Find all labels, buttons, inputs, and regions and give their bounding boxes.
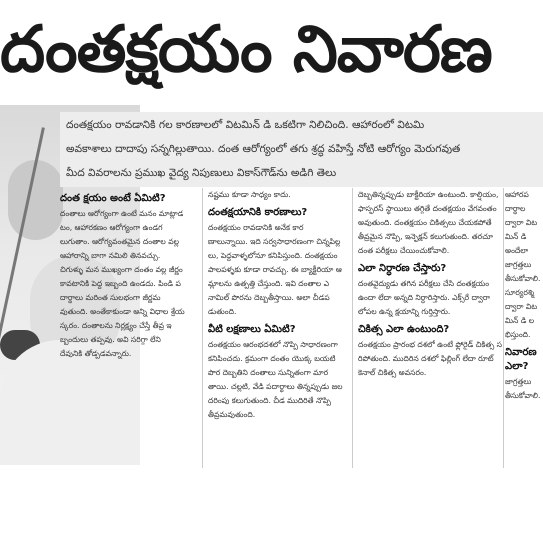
col2-body-2: దంతక్షయం ఆరంభదశలో నొప్పి సాధారణంగా కనిపించదు. క్రమంగా దంతం యొక్క బయటి పొర దెబ్బతిని దంతాలు సున్నితంగా మారతాయి. చల్లటి, వేడి పదార్థాలు తిన్నప్పుడు జలదరింపు కలుగుతుంది. చీడ ముదిరితే నొప్పి తీవ్రమవుతుంది. — [208, 340, 343, 419]
intro-line-2: అవకాశాలు దాదాపు సన్నగిల్లుతాయి. దంత ఆరోగ్యంలో తగు శ్రద్ధ వహిస్తే నోటి ఆరోగ్యం మెరుగవుత — [66, 143, 461, 155]
column-3 — [358, 188, 503, 468]
col1-body: దంతాలు ఆరోగ్యంగా ఉంటే మనం మాట్లాడటం, ఆహారకణం ఆరోగ్యంగా ఉండగలుగుతాం. ఆరోగ్యవంతమైన దంతాల వల్ల ఆహారాన్ని బాగా నమిలి తినవచ్చు. చిగుళ్ళు మన ముఖ్యంగా దంతం వల్ల జీర్ణం కావటానికి పెద్ద ఇబ్బంది ఉండదు. పిండి పదార్థాలు మరింత సులభంగా జీర్ణమవుతుంది. అంతేకాకుండా అన్ని విధాల శ్రేయస్కరం. దంతాలను నిర్లక్ష్యం చేస్తే తీవ్ర ఇబ్బందులు తప్పవు. అవి సరిగ్గా లేని దేవునికి తోడ్పడవన్నారు. — [60, 209, 185, 358]
column-divider — [202, 188, 203, 468]
intro-line-3: మీద వివరాలను ప్రముఖ వైద్య నిపుణులు వికాస్‌గౌడ్‌ను అడిగి తెలు — [66, 167, 337, 179]
col4-body-1: ఆహారపదార్థాల ద్వారా విటమిన్ డి అందేలా జాగ్రత్తలు తీసుకోవాలి. సూర్యరశ్మి ద్వారా విటమిన్ డి లభిస్తుంది. — [505, 190, 541, 339]
column-4 — [505, 188, 543, 468]
col3-body-1: దెబ్బతిన్నప్పుడు బాక్టీరియా ఉంటుంది. కాల్షియం, ఫాస్ఫరస్ స్థాయిలు తగ్గితే దంతక్షయం వేగవంతం అవుతుంది. దంతక్షయం చికిత్సలు చేయకపోతే తీవ్రమైన నొప్పి, ఇన్ఫెక్షన్ కలుగుతుంది. తరచూ దంత పరీక్షలు చేయించుకోవాలి. — [358, 190, 499, 255]
intro-line-1: దంతక్షయం రావడానికి గల కారణాలలో విటమిన్ డి ఒకటిగా నిలిచింది. ఆహారంలో విటమి — [66, 119, 425, 131]
col2-heading-1: దంతక్షయానికి కారణాలు? — [208, 207, 308, 218]
headline: దంతక్షయం నివారణ — [0, 13, 492, 87]
col3-heading-2: చికిత్స ఎలా ఉంటుంది? — [358, 324, 450, 335]
col2-para-1: నష్టము కూడా సాధ్యం కాదు. — [208, 190, 291, 199]
col4-heading: నివారణ ఎలా? — [505, 347, 537, 372]
col3-body-3: దంతక్షయం ప్రారంభ దశలో ఉంటే ఫ్లోరైడ్ చికిత్స సరిపోతుంది. ముదిరిన దశలో ఫిల్లింగ్ లేదా రూట్ కెనాల్ చికిత్స అవసరం. — [358, 340, 502, 377]
column-divider — [503, 188, 504, 468]
intro-box — [60, 112, 543, 187]
column-divider — [352, 188, 353, 468]
col3-body-2: దంతవైద్యుడు తగిన పరీక్షలు చేసి దంతక్షయం ఉందా లేదా అన్నది నిర్ధారిస్తారు. ఎక్స్‌రే ద్వారా లోపల ఉన్న క్షయాన్ని గుర్తిస్తారు. — [358, 279, 490, 316]
col2-heading-2: వీటి లక్షణాలు ఏమిటి? — [208, 324, 296, 335]
col1-heading: దంత క్షయం అంటే ఏమిటి? — [60, 193, 166, 204]
column-1 — [60, 188, 185, 376]
column-2 — [208, 188, 343, 468]
dentist-glove — [8, 160, 63, 240]
col2-body-1: దంతక్షయం రావడానికి అనేక కారణాలున్నాయి. ఇది సర్వసాధారణంగా చిన్నపిల్లలు, పెద్దవాళ్ళలోనూ కనిపిస్తుంది. దంతక్షయం పాలపళ్ళకు కూడా రావచ్చు. ఈ బ్యాక్టీరియా ఆమ్లాలను ఉత్పత్తి చేస్తుంది. ఇవి దంతాల ఎనామిల్ పొరను దెబ్బతీస్తాయి. అలా చీడపడుతుంది. — [208, 223, 342, 316]
col3-heading-1: ఎలా నిర్ధారణ చేస్తారు? — [358, 263, 447, 274]
col4-body-2: జాగ్రత్తలు తీసుకోవాలి. — [505, 377, 541, 400]
